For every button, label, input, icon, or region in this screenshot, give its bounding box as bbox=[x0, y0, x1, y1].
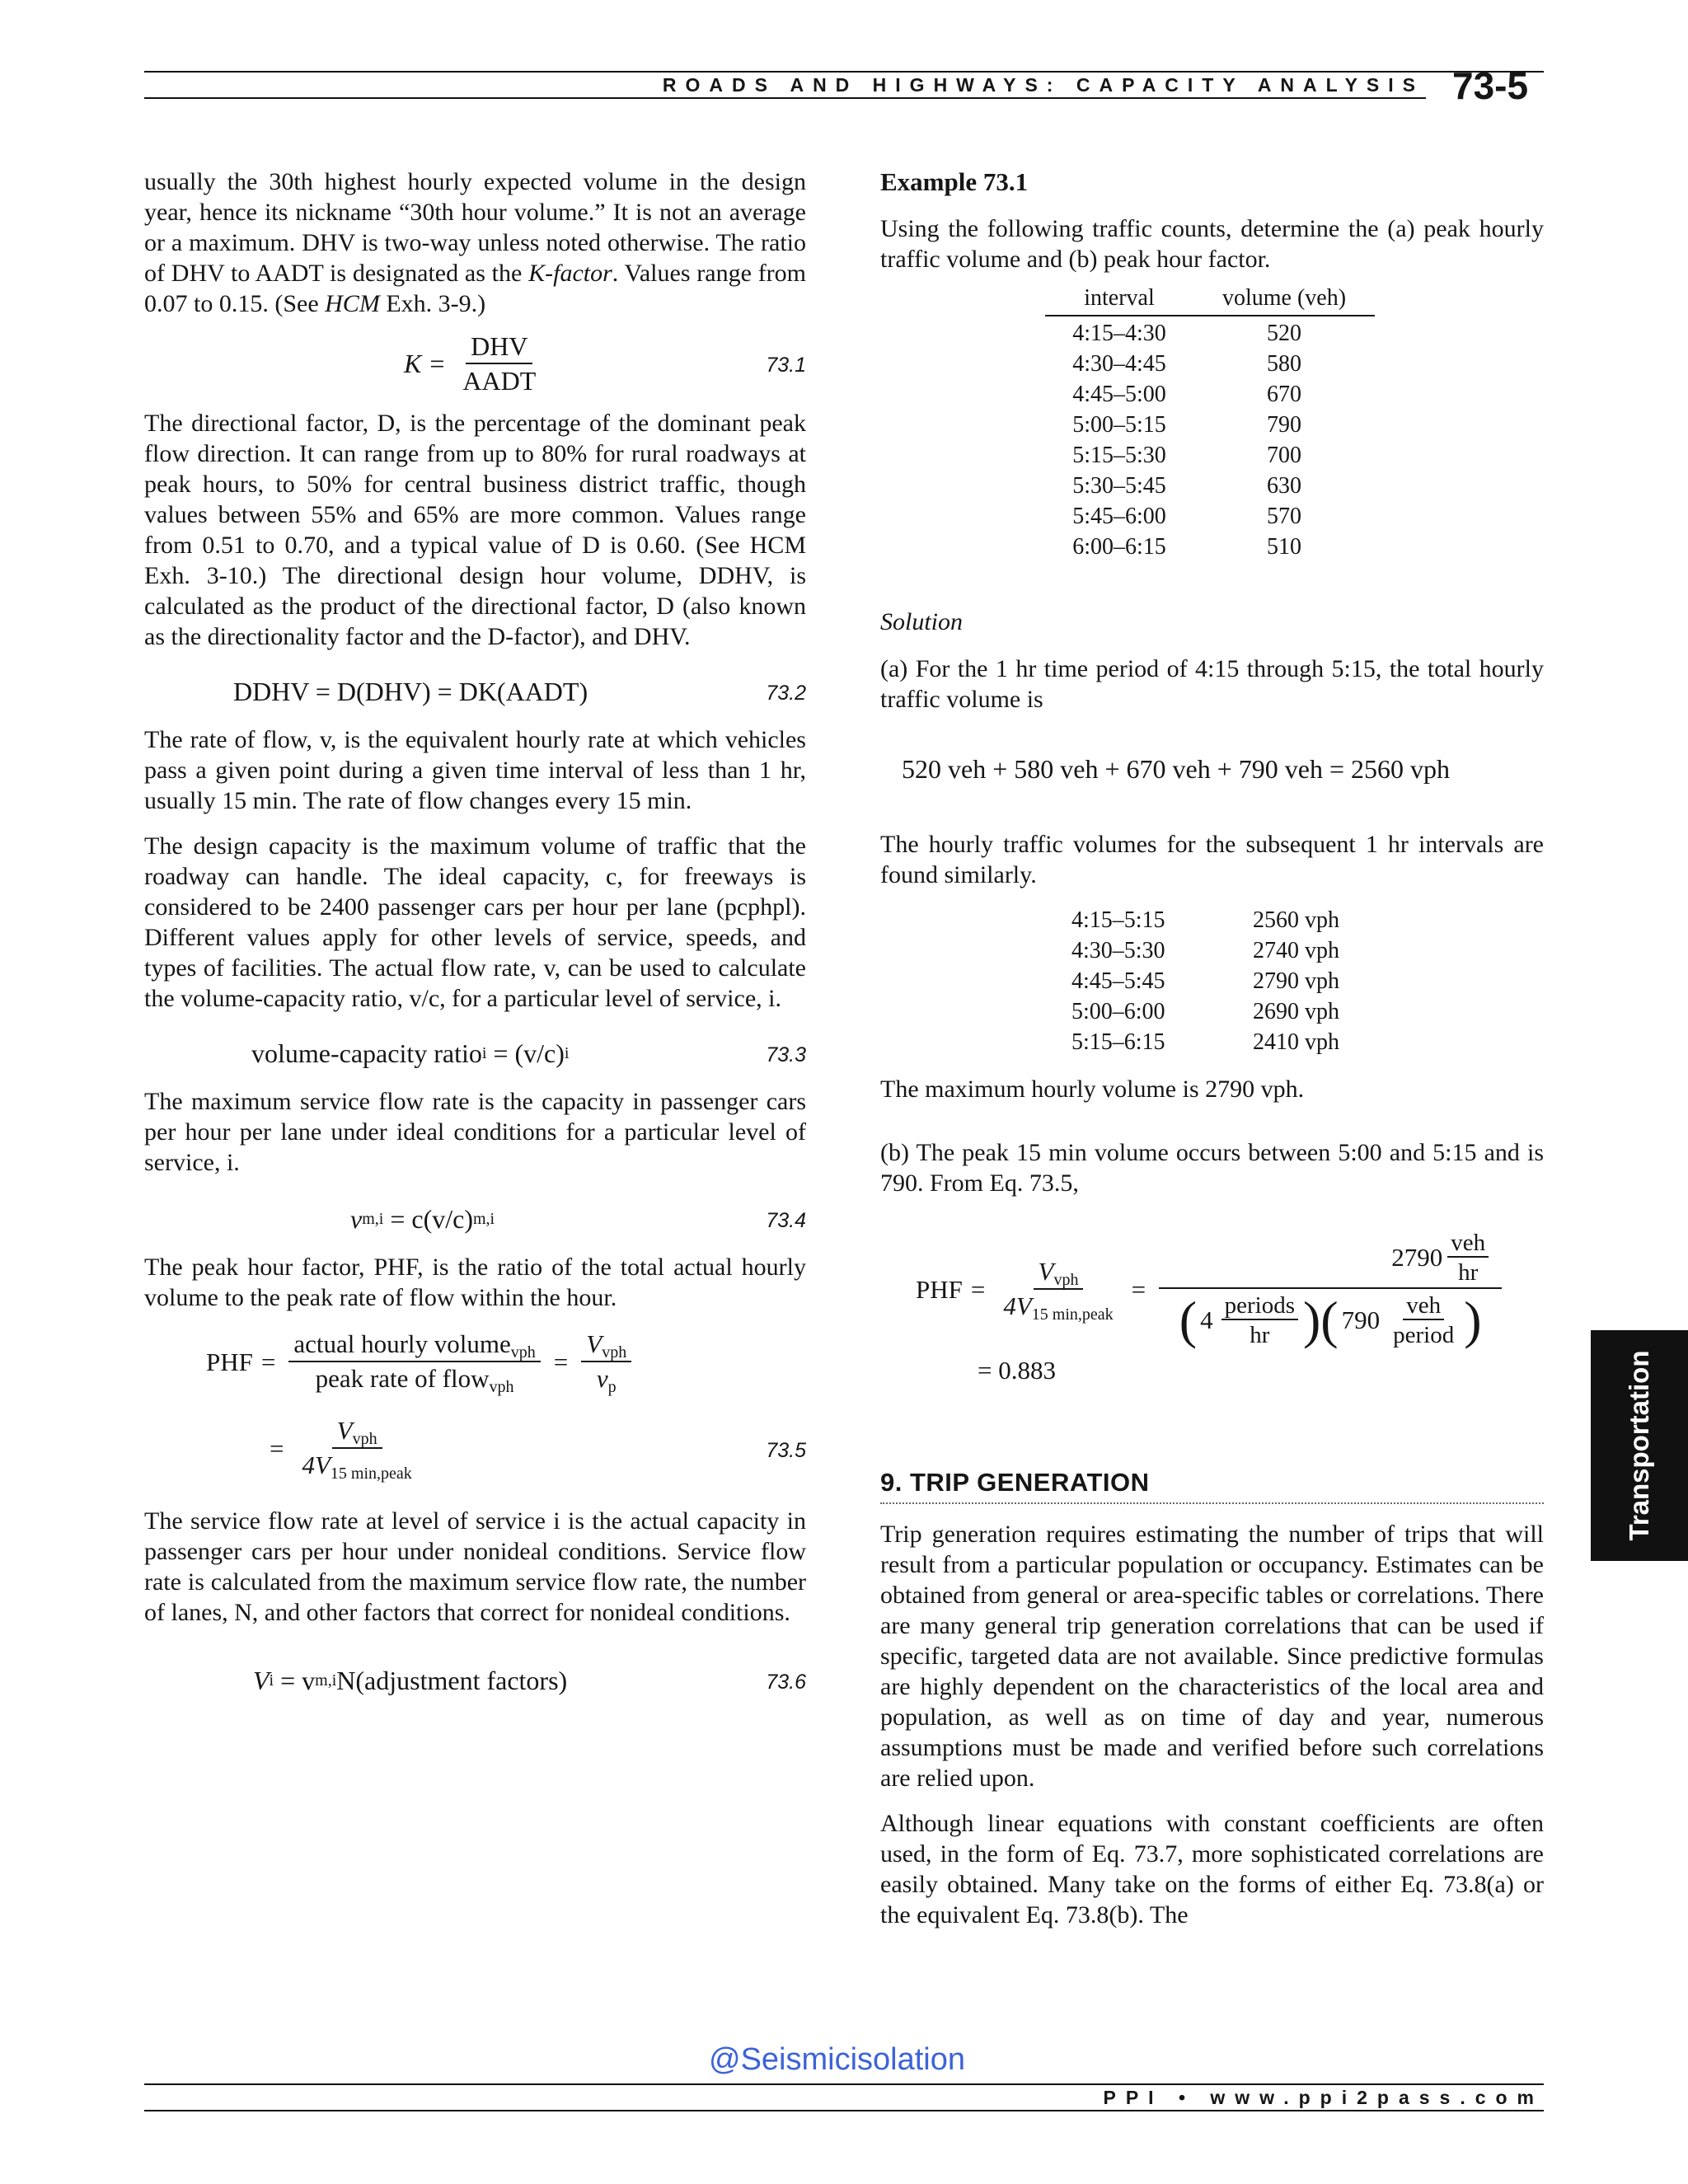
example-statement: Using the following traffic counts, determine the (a) peak hourly traffic volume and (b) peak hour factor. bbox=[880, 215, 1544, 273]
solution-part-a: (a) For the 1 hr time period of 4:15 through 5:15, the total hourly traffic volume is bbox=[880, 655, 1544, 713]
equation-73-2: DDHV = D(DHV) = DK(AADT) 73.2 bbox=[233, 676, 806, 706]
traffic-count-table bbox=[1045, 283, 1375, 562]
paragraph-service-flow-rate: The service flow rate at level of service i is the actual capacity in passenger cars per hour under nonideal conditions. Service flow rate is calculated from the maximum service flow rate, the number of lanes, N, and other factors that correct for nonideal conditions. bbox=[144, 1507, 806, 1626]
right-column bbox=[880, 166, 1544, 1930]
table-row: 4:15–4:30 520 bbox=[1072, 321, 1301, 346]
table-row: 4:15–5:15 2560 vph bbox=[1071, 907, 1339, 933]
equation-73-5: PHF = $\frac{actual hourly volume_{vph}}{peak rate of flow_{vph}}$ = $\frac{V_{vph}}{v_p}$ = $\frac{V_{vph}}{4V_{15 min,peak}}$ 73.5 bbox=[206, 1329, 806, 1483]
paragraph-max-service-flow: The maximum service flow rate is the capacity in passenger cars per hour per lane under ideal conditions for a particular level of service, i. bbox=[144, 1088, 806, 1176]
example-title: Example 73.1 bbox=[880, 167, 1029, 196]
paragraph-linear-equations: Although linear equations with constant coefficients are often used, in the form of Eq. 73.7, more sophisticated correlations are easily obtained. Many take on the forms of either Eq. 73.8(a) or the equivalent Eq. 73.8(b). The bbox=[880, 1810, 1544, 1929]
equation-73-1: K = $\frac{\text{DHV}}{\text{AADT}}$ 73.1 bbox=[404, 331, 806, 396]
column-header-volume: volume (veh) bbox=[1221, 285, 1347, 311]
section-heading-trip-generation: 9. TRIP GENERATION bbox=[880, 1467, 1544, 1504]
paragraph-dhv: usually the 30th highest hourly expected volume in the design year, hence its nickname “30th hour volume.” It is not an average or a maximum. DHV is two-way unless noted otherwise. The ratio of DHV to AADT is designated as the K-factor. Values range from 0.07 to 0.15. (See HCM Exh. 3-9.) bbox=[144, 168, 807, 317]
solution-part-a-continued: The hourly traffic volumes for the subsequent 1 hr intervals are found similarly. bbox=[880, 831, 1544, 888]
footer-publisher: PPI • www.ppi2pass.com bbox=[1103, 2087, 1544, 2108]
paragraph-rate-of-flow: The rate of flow, v, is the equivalent hourly rate at which vehicles pass a given point during a given time interval of less than 1 hr, usually 15 min. The rate of flow changes every 15 min. bbox=[144, 726, 806, 814]
table-row: 4:45–5:45 2790 vph bbox=[1071, 968, 1339, 994]
equation-73-4: v m,i = c(v/c) m,i 73.4 bbox=[350, 1203, 806, 1234]
table-row: 4:45–5:00 670 bbox=[1072, 382, 1301, 407]
paragraph-design-capacity: The design capacity is the maximum volume of traffic that the roadway can handle. The ideal capacity, c, for freeways is considered to be 2400 passenger cars per hour per lane (pcphpl). Different values apply for other levels of service, speeds, and types of facilities. The actual flow rate, v, can be used to calculate the volume-capacity ratio, v/c, for a particular level of service, i. bbox=[144, 832, 806, 1012]
watermark: @Seismicisolation bbox=[709, 2042, 966, 2077]
phf-calculation: PHF = $\frac{V_{vph}}{4V_{15 min,peak}}$ = 2790 $\frac{\text{veh}}{hr}$ ( 4 $\frac{\text{periods}}{hr}$ ) ( 790 $\frac{\text{veh}}{\text{period}}$ ) = 0.883 bbox=[880, 1231, 1544, 1396]
table-row: 4:30–4:45 580 bbox=[1072, 351, 1301, 377]
table-row: 5:15–5:30 700 bbox=[1072, 443, 1301, 468]
column-header-interval: interval bbox=[1084, 285, 1155, 311]
paragraph-peak-hour-factor: The peak hour factor, PHF, is the ratio of the total actual hourly volume to the peak rate of flow within the hour. bbox=[144, 1254, 806, 1311]
solution-part-b: (b) The peak 15 min volume occurs between 5:00 and 5:15 and is 790. From Eq. 73.5, bbox=[880, 1139, 1544, 1197]
table-row: 6:00–6:15 510 bbox=[1072, 534, 1301, 560]
footer-rule-bottom bbox=[144, 2110, 1544, 2111]
table-row: 5:00–5:15 790 bbox=[1072, 412, 1301, 438]
sum-equation: 520 veh + 580 veh + 670 veh + 790 veh = 2560 vph bbox=[902, 754, 1450, 784]
equation-73-3: volume-capacity ratio i = (v/c) i 73.3 bbox=[251, 1038, 806, 1068]
running-title: ROADS AND HIGHWAYS: CAPACITY ANALYSIS bbox=[662, 74, 1424, 96]
equation-73-6: V i = v m,i N(adjustment factors) 73.6 bbox=[253, 1665, 806, 1695]
table-row: 5:00–6:00 2690 vph bbox=[1071, 999, 1339, 1024]
paragraph-directional-factor: The directional factor, D, is the percentage of the dominant peak flow direction. It can range from up to 80% for rural roadways at peak hours, to 50% for central business district traffic, though values between 55% and 65% are more common. Values range from 0.51 to 0.70, and a typical value of D is 0.60. (See HCM Exh. 3-10.) The directional design hour volume, DDHV, is calculated as the product of the directional factor, D (also known as the directionality factor and the D-factor), and DHV. bbox=[144, 410, 806, 650]
section-side-tab: Transportation bbox=[1591, 1330, 1688, 1561]
solution-label: Solution bbox=[880, 608, 964, 635]
table-header-row bbox=[1045, 283, 1375, 316]
left-column bbox=[144, 166, 806, 1713]
table-row: 5:45–6:00 570 bbox=[1072, 504, 1301, 529]
hourly-volume-table bbox=[1071, 905, 1544, 1057]
table-row: 5:15–6:15 2410 vph bbox=[1071, 1029, 1339, 1055]
header-rule-bottom bbox=[144, 97, 1426, 99]
table-row: 4:30–5:30 2740 vph bbox=[1071, 938, 1339, 963]
paragraph-trip-generation: Trip generation requires estimating the number of trips that will result from a particular population or occupancy. Estimates can be obtained from general or area-specific tables or correlations. There are many general trip generation correlations that can be used if specific, targeted data are not available. Since predictive formulas are highly dependent on the characteristics of the local area and population, as well as on time of day and year, numerous assumptions must be made and verified before such correlations are relied upon. bbox=[880, 1521, 1544, 1792]
phf-result: = 0.883 bbox=[978, 1356, 1056, 1385]
page-number: 73-5 bbox=[1452, 64, 1529, 107]
max-hourly-volume-text: The maximum hourly volume is 2790 vph. bbox=[880, 1076, 1305, 1103]
table-row: 5:30–5:45 630 bbox=[1072, 473, 1301, 499]
